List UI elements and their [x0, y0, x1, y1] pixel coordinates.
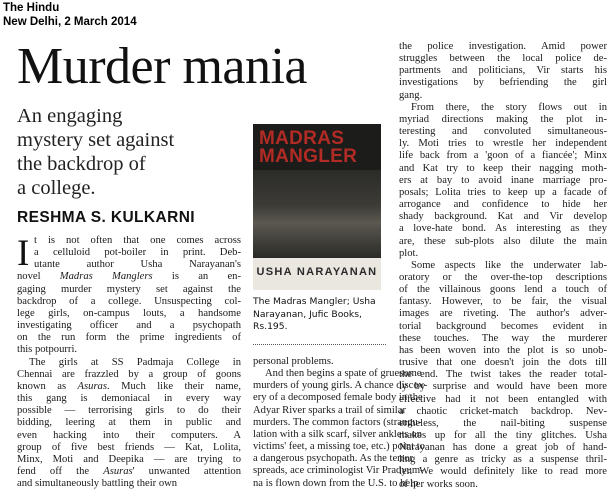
text-line: trusive that one doesn't join the dots till [399, 357, 607, 369]
cover-author: USHA NARAYANAN [256, 266, 378, 278]
text-line: a love-hate bond. As interesting as they [399, 223, 607, 235]
text-line: oratory or the over-the-top descriptions [399, 271, 607, 283]
publication-dateline: New Delhi, 2 March 2014 [3, 16, 137, 28]
drop-cap: I [17, 233, 30, 274]
book-caption: The Madras Mangler; Usha Narayanan, Jufic Books, Rs.195. [253, 296, 376, 332]
publication-name: The Hindu [3, 2, 60, 14]
book-cover-image [253, 124, 381, 290]
text-line: fantasy. However, to be fair, the visual [399, 296, 607, 308]
text-line: ly. Moti tries to wrestle her independent [399, 138, 607, 150]
text-line: spreads, ace criminologist Vir Pradyum- [253, 465, 424, 477]
text-line: Some aspects like the underwater lab- [411, 259, 607, 271]
text-line: a dangerous psychopath. As the terror [253, 453, 414, 465]
text-line: Adyar River sparks a trail of similar [253, 404, 406, 416]
text-line: images are riveting. The author's adver- [399, 308, 607, 320]
caption-divider [253, 344, 386, 345]
text-line: the police investigation. Amid power [399, 41, 607, 52]
text-line: bidding, leering at them in public and [17, 417, 241, 429]
text-line: Narayanan has done a great job of hand- [399, 442, 607, 454]
text-line: From there, the story flows out in [411, 101, 607, 113]
text-line: these touches. The way the murderer [399, 332, 607, 344]
text-line: personal problems. [253, 356, 334, 367]
article-column-3 [399, 41, 607, 491]
article-deck [17, 104, 237, 200]
text-line: backdrop of a college. Unsuspecting col- [17, 295, 241, 307]
text-line: t is not often that one comes across [34, 235, 241, 246]
text-line: on the run form the prime ingredients of [17, 332, 241, 344]
text-line: fend off the Asuras' unwanted attention [17, 465, 242, 477]
text-line: ly by surprise and would have been more [399, 381, 607, 393]
deck-line: a college. [17, 177, 96, 199]
text-line: and simultaneously battling their own [17, 478, 178, 490]
deck-line: mystery set against [17, 129, 175, 151]
text-line: plot. [399, 247, 419, 259]
text-line: possible — terrorising girls to do their [17, 405, 241, 417]
text-line: teresting and convoluted simultaneous- [399, 126, 607, 138]
text-line: this gang is demoniacal in every way [17, 393, 241, 405]
deck-line: the backdrop of [17, 153, 146, 175]
text-line: are, these sub-plots also dilute the main [399, 235, 607, 247]
text-line: gang. [399, 89, 423, 101]
text-line: this potpourri. [17, 344, 78, 356]
text-line: partments and politicians, Vir starts his [399, 65, 607, 77]
text-line: arrogance and confidence to hide her [399, 199, 607, 211]
text-line: ers at bay to avoid inane marriage pro- [399, 174, 607, 186]
text-line: and Kat try to keep their nagging moth- [399, 162, 607, 174]
text-line: utante author Usha Narayanan's [34, 259, 241, 271]
cover-artwork [253, 170, 381, 258]
text-line: And then begins a spate of gruesome [265, 368, 422, 380]
text-line: investigations by befriending the girl [399, 77, 607, 89]
article-column-1 [17, 235, 241, 490]
text-line: a celluloid pot-boiler in print. Deb- [34, 247, 241, 259]
text-line: of her works soon. [399, 478, 478, 490]
text-line: the end. The twist takes the reader total- [399, 369, 607, 381]
text-line: makes up for all the tiny glitches. Usha [399, 430, 607, 441]
text-line: Chennai are frazzled by a group of goons [17, 368, 241, 380]
article-column-2 [253, 356, 428, 490]
text-line: gaging murder mystery set against the [17, 283, 241, 295]
text-line: ling a genre as tricky as a suspense thril- [399, 454, 607, 466]
text-line: murders of young girls. A chance discov- [253, 380, 428, 392]
text-line: shady background. Kat and Vir develop [399, 211, 607, 223]
text-line: ertheless, the nail-biting suspense [399, 417, 607, 429]
text-line: life back from a 'goon of a fiancée'; Minx [399, 150, 607, 162]
text-line: victims' feet, a missing toe, etc.) point to [253, 441, 425, 453]
article-headline: Murder mania [17, 38, 308, 95]
text-line: a chaotic cricket-match backdrop. Nev- [399, 405, 607, 417]
text-line: murders. The common factors (strangu- [253, 416, 422, 428]
text-line: torial background becomes evident in [399, 320, 607, 332]
text-line: myriad directions making the plot in- [399, 113, 607, 125]
text-line: na is flown down from the U.S. to help [253, 477, 419, 489]
text-line: ery of a decomposed female body in the [253, 392, 423, 404]
text-line: has been woven into the plot is so unob- [399, 344, 607, 356]
text-line: effective had it not been entangled with [399, 393, 607, 405]
text-line: group of five best friends — Kat, Lolita, [17, 441, 241, 453]
text-line: posals; Lolita tries to keep up a facade of [399, 186, 607, 198]
text-line: even hacking into their computers. A [17, 429, 241, 441]
article-byline: RESHMA S. KULKARNI [17, 209, 195, 226]
text-line: The girls at SS Padmaja College in [29, 356, 241, 368]
text-line: of the villainous goons lend a touch of [399, 284, 607, 296]
text-line: Minx, Moti and Deepika — are trying to [17, 453, 241, 465]
text-line: lege girls, on-campus louts, a handsome [17, 307, 241, 319]
text-line: investigating officer and a psychopath [17, 320, 241, 332]
text-line: lation with a silk scarf, silver anklets on [253, 428, 422, 440]
deck-line: An engaging [17, 105, 123, 127]
text-line: struggles between the local police de- [399, 53, 607, 65]
text-line: novel Madras Manglers is an en- [17, 271, 241, 283]
text-line: ler. We would definitely like to read more [399, 466, 607, 478]
text-line: known as Asuras. Much like their name, [17, 380, 241, 392]
cover-title: MADRAS MANGLER [259, 128, 358, 167]
